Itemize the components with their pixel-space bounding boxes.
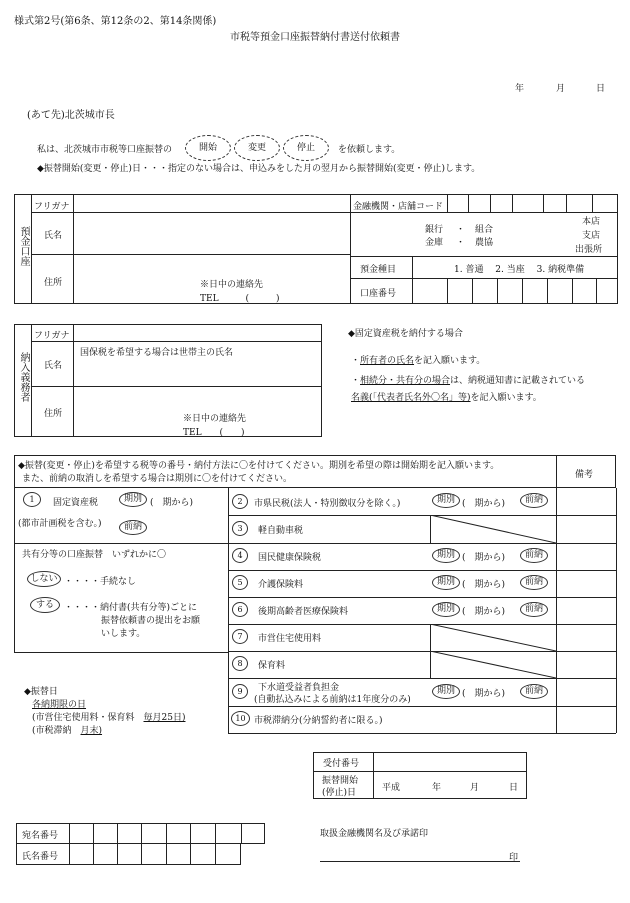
account-contact-label: ※日中の連絡先 [200, 280, 264, 290]
reception-year-label: 年 [432, 783, 442, 793]
kumiai-label: 組合 [475, 225, 494, 235]
item-3-na-strike [430, 515, 556, 543]
fixed-asset-line2: ・相続分・共有分の場合は、納税通知書に記載されている [351, 376, 586, 386]
addressee-number-label: 宛名番号 [22, 831, 59, 841]
transfer-date-heading: ◆振替日 [24, 687, 58, 697]
item-2-zenno[interactable]: 前納 [520, 493, 548, 508]
request-suffix: を依頼します。 [338, 145, 401, 155]
taxpayer-name-note: 国保税を希望する場合は世帯主の氏名 [80, 348, 234, 358]
item-9-name: 下水道受益者負担金 [258, 683, 340, 693]
remarks-header: 備考 [575, 470, 594, 480]
transfer-date-line3: (市税滞納 月末) [32, 726, 103, 736]
item-9-number[interactable]: 9 [232, 684, 248, 699]
item-4-kibetsu[interactable]: 期別 [432, 548, 460, 563]
taxpayer-furigana-label: フリガナ [34, 331, 70, 341]
item-2-number[interactable]: 2 [232, 494, 248, 509]
item-1-kikara: ( 期から) [150, 498, 194, 508]
shared-yes-text1: ・・・・納付書(共有分等)ごとに [64, 603, 198, 613]
nokyo-label: 農協 [475, 238, 494, 248]
tax-instruction-line1: ◆振替(変更・停止)を希望する税等の番号・納付方法に〇を付けてください。期別を希望の際は開始期を記入願います。 [18, 461, 500, 471]
shared-no-text: ・・・・手続なし [64, 577, 137, 587]
item-10-name: 市税滞納分(分納誓約者に限る。) [254, 716, 383, 726]
shared-yes-text2: 振替依頼書の提出をお願 [101, 616, 201, 626]
bank-code-label: 金融機関・店舗コード [353, 202, 444, 212]
bank-approval-label: 取扱金融機関名及び承諾印 [320, 829, 429, 839]
item-5-name: 介護保険料 [258, 580, 304, 590]
item-5-zenno[interactable]: 前納 [520, 575, 548, 590]
reception-day-label: 日 [509, 783, 519, 793]
taxpayer-name-label: 氏名 [44, 361, 63, 371]
account-name-label: 氏名 [44, 231, 63, 241]
item-9-kibetsu[interactable]: 期別 [432, 684, 460, 699]
date-day-label: 日 [596, 84, 606, 94]
item-1-zenno[interactable]: 前納 [119, 520, 147, 535]
date-month-label: 月 [556, 84, 566, 94]
item-3-number[interactable]: 3 [232, 521, 248, 536]
kinko-label: 金庫 [425, 238, 444, 248]
item-1-name: 固定資産税 [53, 498, 99, 508]
shared-yes-text3: いします。 [101, 629, 146, 639]
item-3-name: 軽自動車税 [258, 526, 304, 536]
taxpayer-contact-label: ※日中の連絡先 [183, 414, 247, 424]
reception-month-label: 月 [470, 783, 480, 793]
option-stop[interactable]: 停止 [283, 135, 329, 161]
receipt-number-label: 受付番号 [323, 759, 360, 769]
item-6-zenno[interactable]: 前納 [520, 602, 548, 617]
item-6-name: 後期高齢者医療保険料 [258, 607, 349, 617]
item-7-name: 市営住宅使用料 [258, 634, 322, 644]
transfer-start-note: ◆振替開始(変更・停止)日・・・指定のない場合は、申込みをした月の翌月から振替開始(変更・停止)します。 [37, 164, 481, 174]
name-number-label: 氏名番号 [22, 852, 59, 862]
item-5-number[interactable]: 5 [232, 575, 248, 590]
tax-instruction-line2: また、前納の取消しを希望する場合は期別に〇を付けてください。 [22, 474, 293, 484]
item-1-kibetsu[interactable]: 期別 [119, 492, 147, 507]
item-5-kibetsu[interactable]: 期別 [432, 575, 460, 590]
item-9-name-note: (自動払込みによる前納は1年度分のみ) [254, 695, 411, 705]
era-label: 平成 [382, 783, 401, 793]
item-10-number[interactable]: 10 [231, 711, 250, 726]
bank-label: 銀行 [425, 225, 444, 235]
item-4-number[interactable]: 4 [232, 548, 248, 563]
account-side-label: 預金口座 [18, 226, 29, 266]
item-4-zenno[interactable]: 前納 [520, 548, 548, 563]
item-6-number[interactable]: 6 [232, 602, 248, 617]
item-1-sub: (都市計画税を含む。) [18, 519, 102, 529]
shared-title: 共有分等の口座振替 いずれかに〇 [22, 550, 167, 560]
item-7-na-strike [430, 624, 556, 651]
deposit-type-label: 預金種目 [360, 265, 397, 275]
shiten-label: 支店 [582, 231, 601, 241]
fixed-asset-heading: ◆固定資産税を納付する場合 [348, 329, 463, 339]
transfer-date-line1: 各納期限の日 [32, 700, 87, 710]
honten-label: 本店 [582, 217, 601, 227]
taxpayer-tel-label: TEL ( ) [183, 428, 245, 438]
item-4-name: 国民健康保険税 [258, 553, 322, 563]
start-date-label2: (停止)日 [322, 788, 357, 798]
start-date-label1: 振替開始 [322, 776, 359, 786]
transfer-date-line2: (市営住宅使用料・保育料 毎月25日) [32, 713, 186, 723]
item-8-na-strike [430, 651, 556, 678]
shared-no-option[interactable]: しない [27, 571, 61, 587]
addressee: (あて先)北茨城市長 [27, 110, 115, 121]
deposit-type-options[interactable]: 1. 普通 2. 当座 3. 納税準備 [454, 265, 585, 275]
taxpayer-address-label: 住所 [44, 409, 63, 419]
account-furigana-label: フリガナ [34, 202, 70, 212]
item-2-kibetsu[interactable]: 期別 [432, 493, 460, 508]
seal-label: 印 [509, 853, 519, 863]
date-year-label: 年 [515, 84, 525, 94]
fixed-asset-line3: 名義(「代表者氏名外〇名」等)を記入願います。 [351, 393, 542, 403]
fixed-asset-line1: ・所有者の氏名を記入願います。 [351, 356, 486, 366]
option-start[interactable]: 開始 [185, 135, 231, 161]
form-number: 様式第2号(第6条、第12条の2、第14条関係) [14, 16, 217, 27]
item-6-kibetsu[interactable]: 期別 [432, 602, 460, 617]
item-8-name: 保育料 [258, 661, 286, 671]
option-change[interactable]: 変更 [234, 135, 280, 161]
account-address-label: 住所 [44, 278, 63, 288]
item-1-number[interactable]: 1 [23, 492, 41, 507]
account-number-label: 口座番号 [360, 289, 397, 299]
account-section [14, 194, 618, 304]
request-prefix: 私は、北茨城市市税等口座振替の [37, 145, 173, 155]
account-tel-label: TEL ( ) [200, 294, 280, 304]
form-title: 市税等預金口座振替納付書送付依頼書 [230, 32, 400, 43]
taxpayer-side-label: 納入義務者 [18, 352, 29, 402]
shutchojo-label: 出張所 [575, 245, 603, 255]
item-9-zenno[interactable]: 前納 [520, 684, 548, 699]
item-7-number[interactable]: 7 [232, 629, 248, 644]
item-2-name: 市県民税(法人・特別徴収分を除く。) [254, 499, 401, 509]
shared-yes-option[interactable]: する [30, 597, 60, 613]
item-8-number[interactable]: 8 [232, 656, 248, 671]
